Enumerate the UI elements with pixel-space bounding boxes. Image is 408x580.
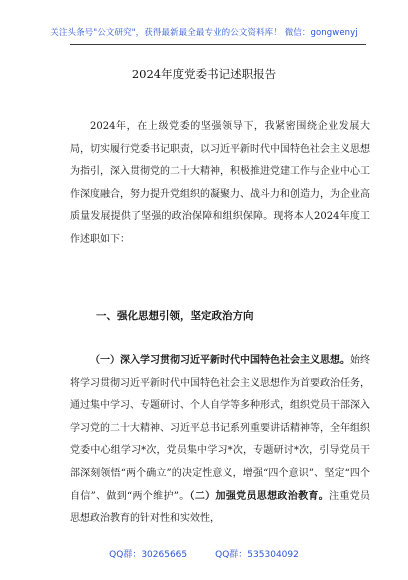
intro-paragraph: 2024年，在上级党委的坚强领导下，我紧密围绕企业发展大局，切实履行党委书记职责，以习近平新时代中国特色社会主义思想为指引，深入贯彻党的二十大精神，积极推进党建工作与企业中心工作深度融合，努力提升党组织的凝聚力、战斗力和创造力，为企业高质量发展提供了坚强的政治保障和组织保障。现将本人2024年度工作述职如下： (70, 121, 370, 245)
header-banner: 关注头条号"公文研究"，获得最新最全最专业的公文资料库！ 微信：gongwenyj (50, 28, 358, 38)
section-heading-1: 一、强化思想引领，坚定政治方向 (96, 310, 254, 322)
subsection-body-1: 始终将学习贯彻习近平新时代中国特色社会主义思想作为首要政治任务，通过集中学习、专题研讨、个人自学等多种形式，组织党员干部深入学习党的二十大精神、习近平总书记系列重要讲话精神等，全年组织党委中心组学习*次，党员集中学习*次，专题研讨*次，引导党员干部深刻领悟“两个确立”的决定性意义，增强“四个意识”、坚定“四个自信”、做到“两个维护”。 (70, 355, 370, 502)
subsection-body-2: 注重党员思想政治教育的针对性和实效性， (70, 490, 371, 525)
footer-qq-group-2: QQ群：535304092 (215, 550, 299, 560)
subsection-heading-1: （一）深入学习贯彻习近平新时代中国特色社会主义思想。 (90, 355, 350, 366)
subsection-heading-2: （二）加强党员思想政治教育。 (189, 490, 330, 502)
footer-qq-group-1: QQ群：30265665 (109, 550, 188, 560)
document-title: 2024年度党委书记述职报告 (131, 67, 277, 81)
footer-contact (0, 547, 408, 560)
header-divider (70, 44, 366, 45)
section-1-paragraph (70, 350, 370, 531)
